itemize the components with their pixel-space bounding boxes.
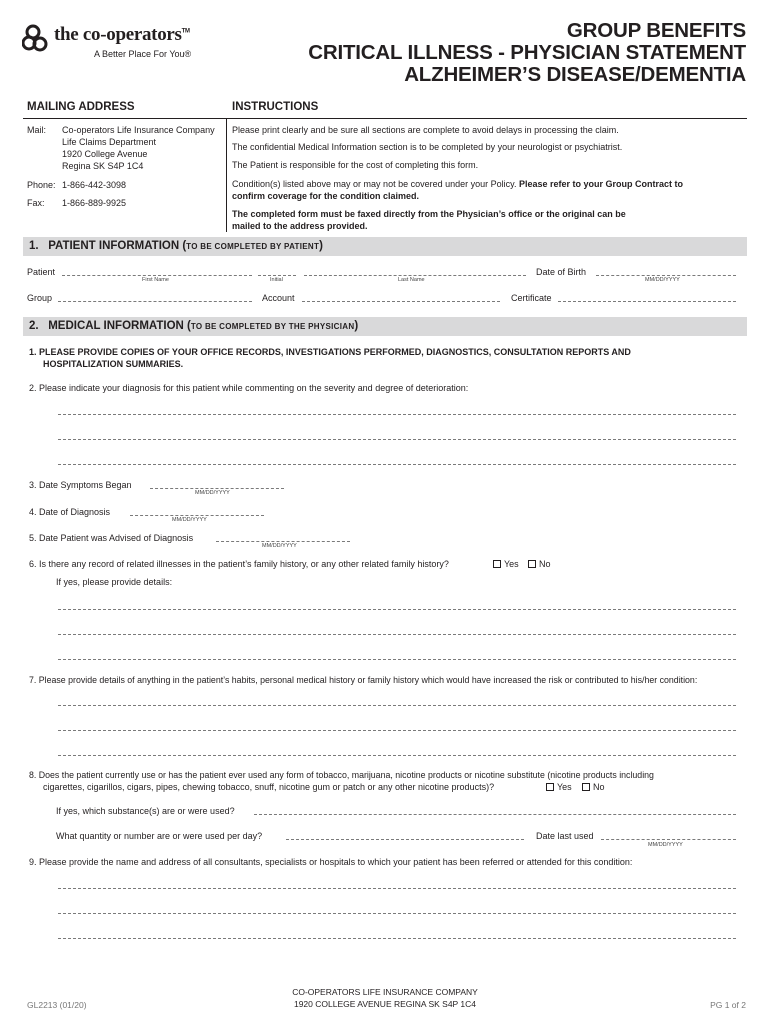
consultants-line-2[interactable] xyxy=(58,913,736,914)
family-history-line-2[interactable] xyxy=(58,634,736,635)
instruction-4 xyxy=(232,179,683,189)
instruction-3: The Patient is responsible for the cost of completing this form. xyxy=(232,160,479,170)
question-8-yes-checkbox[interactable] xyxy=(546,783,554,791)
section-1-close: ) xyxy=(319,240,324,252)
phone-label: Phone: xyxy=(27,180,56,190)
family-history-line-3[interactable] xyxy=(58,659,736,660)
mail-address-line-4: Regina SK S4P 1C4 xyxy=(62,161,144,171)
question-3: 3. Date Symptoms Began xyxy=(29,480,132,490)
symptoms-date-field[interactable] xyxy=(150,488,284,489)
consultants-line-3[interactable] xyxy=(58,938,736,939)
question-8-yes-label: Yes xyxy=(557,782,572,792)
question-8-quantity-label: What quantity or number are or were used per day? xyxy=(56,831,263,841)
question-8-substance-label: If yes, which substance(s) are or were used? xyxy=(56,806,235,816)
diagnosis-line-3[interactable] xyxy=(58,464,736,465)
question-4: 4. Date of Diagnosis xyxy=(29,507,111,517)
habits-line-2[interactable] xyxy=(58,730,736,731)
phone-number: 1-866-442-3098 xyxy=(62,180,127,190)
question-8-line-1: 8. Does the patient currently use or has the patient ever used any form of tobacco, marijuana, nicotine products or nicotine substitute (nicotine products including xyxy=(29,770,654,780)
patient-label: Patient xyxy=(27,267,56,277)
brand-name: the co-operators xyxy=(54,24,182,45)
account-label: Account xyxy=(262,293,295,303)
instruction-5-line-2: mailed to the address provided. xyxy=(232,221,368,231)
question-1-line-2: HOSPITALIZATION SUMMARIES. xyxy=(43,359,184,369)
question-6-no-option[interactable] xyxy=(528,559,551,569)
first-name-caption: First Name xyxy=(142,277,169,283)
diagnosis-date-field[interactable] xyxy=(130,515,264,516)
question-8-no-checkbox[interactable] xyxy=(582,783,590,791)
mailing-heading: MAILING ADDRESS xyxy=(27,101,135,113)
dob-field[interactable] xyxy=(596,275,736,276)
section-2-title: MEDICAL INFORMATION ( xyxy=(48,320,191,332)
habits-line-1[interactable] xyxy=(58,705,736,706)
logo xyxy=(22,22,197,62)
question-6-yes-checkbox[interactable] xyxy=(493,560,501,568)
form-code: GL2213 (01/20) xyxy=(27,1000,87,1010)
diagnosis-date-format: MM/DD/YYYY xyxy=(172,517,207,523)
habits-line-3[interactable] xyxy=(58,755,736,756)
substance-field[interactable] xyxy=(254,814,736,815)
question-1-line-1: 1. PLEASE PROVIDE COPIES OF YOUR OFFICE RECORDS, INVESTIGATIONS PERFORMED, DIAGNOSTICS, CONSULTATION REPORTS AND xyxy=(29,347,631,357)
title-line-2: CRITICAL ILLNESS - PHYSICIAN STATEMENT xyxy=(308,41,746,64)
brand-tagline: A Better Place For You® xyxy=(94,49,192,59)
instruction-4-plain: Condition(s) listed above may or may not be covered under your Policy. xyxy=(232,179,519,189)
section-2-number: 2. xyxy=(29,320,39,332)
page-number: PG 1 of 2 xyxy=(710,1000,746,1010)
last-name-caption: Last Name xyxy=(398,277,425,283)
dob-format: MM/DD/YYYY xyxy=(645,277,680,283)
first-name-field[interactable] xyxy=(62,275,252,276)
instruction-5-line-1: The completed form must be faxed directly from the Physician’s office or the original can be xyxy=(232,209,626,219)
instruction-1: Please print clearly and be sure all sections are complete to avoid delays in processing the claim. xyxy=(232,125,619,135)
question-8-line-2: cigarettes, cigarillos, cigars, pipes, chewing tobacco, snuff, nicotine gum or patch or any other nicotine products)? xyxy=(43,782,495,792)
section-1-number: 1. xyxy=(29,240,39,252)
mail-address-line-3: 1920 College Avenue xyxy=(62,149,148,159)
section-1-title: PATIENT INFORMATION ( xyxy=(48,240,187,252)
quantity-field[interactable] xyxy=(286,839,524,840)
group-field[interactable] xyxy=(58,301,252,302)
certificate-field[interactable] xyxy=(558,301,736,302)
question-6-no-checkbox[interactable] xyxy=(528,560,536,568)
title-line-1: GROUP BENEFITS xyxy=(566,19,746,42)
question-2: 2. Please indicate your diagnosis for this patient while commenting on the severity and degree of deterioration: xyxy=(29,383,469,393)
date-last-used-field[interactable] xyxy=(601,839,736,840)
symptoms-date-format: MM/DD/YYYY xyxy=(195,490,230,496)
advised-date-field[interactable] xyxy=(216,541,350,542)
heading-rule xyxy=(23,118,747,119)
mail-address-line-1: Co-operators Life Insurance Company xyxy=(62,125,215,135)
account-field[interactable] xyxy=(302,301,500,302)
section-2-note: TO BE COMPLETED BY THE PHYSICIAN xyxy=(190,322,355,331)
fax-number: 1-866-889-9925 xyxy=(62,198,127,208)
consultants-line-1[interactable] xyxy=(58,888,736,889)
date-last-used-label: Date last used xyxy=(536,831,594,841)
group-label: Group xyxy=(27,293,53,303)
question-9: 9. Please provide the name and address of all consultants, specialists or hospitals to which your patient has been referred or attended for this condition: xyxy=(29,857,633,867)
footer-address: 1920 COLLEGE AVENUE REGINA SK S4P 1C4 xyxy=(293,999,477,1009)
question-5: 5. Date Patient was Advised of Diagnosis xyxy=(29,533,194,543)
instruction-4-bold: Please refer to your Group Contract to xyxy=(518,179,684,189)
instruction-2: The confidential Medical Information section is to be completed by your neurologist or psychiatrist. xyxy=(232,142,623,152)
instructions-heading: INSTRUCTIONS xyxy=(232,101,319,113)
initial-field[interactable] xyxy=(258,275,296,276)
section-1-note: TO BE COMPLETED BY PATIENT xyxy=(186,242,320,251)
last-name-field[interactable] xyxy=(304,275,526,276)
advised-date-format: MM/DD/YYYY xyxy=(262,543,297,549)
question-8-no-label: No xyxy=(593,782,605,792)
fax-label: Fax: xyxy=(27,198,45,208)
brand-tm: TM xyxy=(181,28,190,35)
certificate-label: Certificate xyxy=(511,293,552,303)
section-2-header xyxy=(23,317,747,336)
question-6-detail-label: If yes, please provide details: xyxy=(56,577,173,587)
mail-label: Mail: xyxy=(27,125,47,135)
form-title xyxy=(308,20,746,86)
mail-address-line-2: Life Claims Department xyxy=(62,137,157,147)
question-7: 7. Please provide details of anything in the patient’s habits, personal medical history or family history which would have increased the risk or contributed to his/her condition: xyxy=(29,675,698,685)
title-line-3: ALZHEIMER’S DISEASE/DEMENTIA xyxy=(404,63,746,86)
question-6-yes-option[interactable] xyxy=(493,559,519,569)
family-history-line-1[interactable] xyxy=(58,609,736,610)
footer-company: CO-OPERATORS LIFE INSURANCE COMPANY xyxy=(292,987,478,997)
co-operators-logo-icon xyxy=(22,24,52,54)
question-8-yes-option[interactable] xyxy=(546,782,572,792)
dob-label: Date of Birth xyxy=(536,267,587,277)
question-6-no-label: No xyxy=(539,559,551,569)
section-2-close: ) xyxy=(354,320,359,332)
question-6: 6. Is there any record of related illnesses in the patient’s family history, or any other related family history? xyxy=(29,559,449,569)
diagnosis-line-2[interactable] xyxy=(58,439,736,440)
section-1-header xyxy=(23,237,747,256)
question-6-yes-label: Yes xyxy=(504,559,519,569)
date-last-used-format: MM/DD/YYYY xyxy=(648,842,683,848)
instructions-divider xyxy=(226,118,227,232)
initial-caption: Initial xyxy=(270,277,283,283)
instruction-4-bold-line-2: confirm coverage for the condition claimed. xyxy=(232,191,420,201)
diagnosis-line-1[interactable] xyxy=(58,414,736,415)
question-8-no-option[interactable] xyxy=(582,782,605,792)
